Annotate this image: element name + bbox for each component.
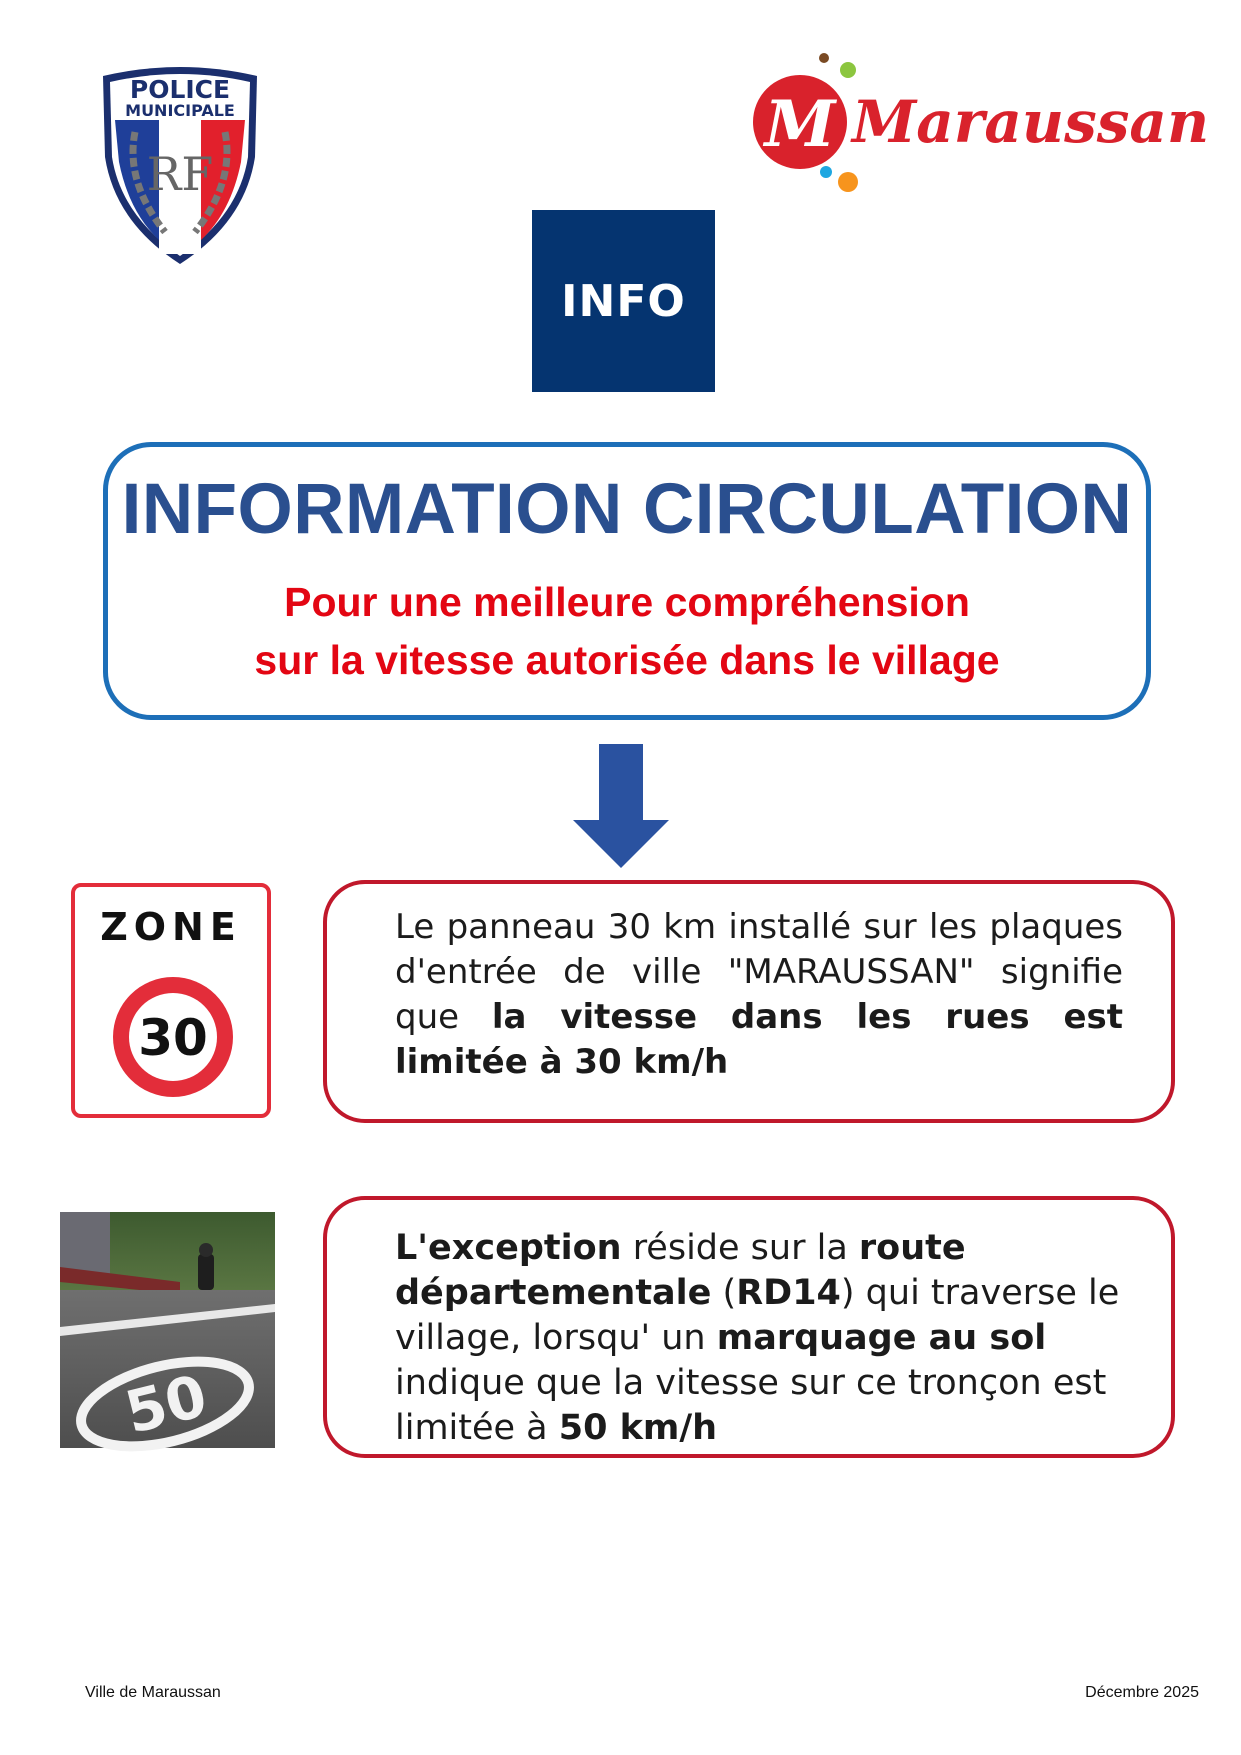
police-municipale-shield-icon — [95, 62, 265, 268]
box-2-s9: 50 km/h — [558, 1408, 718, 1448]
speed-limit-disc-icon — [111, 975, 235, 1099]
badge-line1: POLICE — [129, 75, 231, 104]
box-2-s6: ) qui traverse le village, lorsqu' un — [395, 1273, 1120, 1358]
box-2-s8: indique que la vitesse sur ce tronçon est limitée à — [395, 1363, 1107, 1448]
box-2-s5: RD14 — [736, 1273, 841, 1313]
road-marking-50-photo — [60, 1212, 275, 1448]
box-2-s2: réside sur la — [621, 1228, 859, 1268]
info-block — [532, 210, 715, 392]
road-marking-number: 50 — [118, 1361, 214, 1447]
zone-label: ZONE — [100, 905, 242, 949]
header-box — [103, 442, 1151, 720]
info-box-zone-30 — [323, 880, 1175, 1123]
box-1-regular: Le panneau 30 km installé sur les plaques d'entrée de ville "MARAUSSAN" signifie que — [395, 907, 1123, 1037]
subtitle-line-1: Pour une meilleure compréhension — [284, 579, 970, 625]
zone-speed: 30 — [138, 1009, 208, 1067]
info-label: INFO — [561, 275, 686, 327]
footer-left: Ville de Maraussan — [85, 1684, 221, 1701]
box-2-text — [395, 1226, 1135, 1451]
box-2-s1: L'exception — [395, 1228, 622, 1268]
down-arrow-icon — [573, 744, 669, 868]
footer-right: Décembre 2025 — [1085, 1684, 1199, 1701]
zone-30-sign-icon — [71, 883, 271, 1118]
town-logo-text: Maraussan — [852, 88, 1210, 156]
info-box-exception-rd14 — [323, 1196, 1175, 1458]
box-1-text — [395, 905, 1123, 1085]
box-2-s7: marquage au sol — [716, 1318, 1047, 1358]
box-2-s4: ( — [711, 1273, 737, 1313]
maraussan-logo-icon — [752, 50, 1210, 200]
svg-text:M: M — [764, 87, 836, 162]
subtitle-line-2: sur la vitesse autorisée dans le village — [254, 637, 1000, 683]
page-title: INFORMATION CIRCULATION — [121, 470, 1133, 549]
badge-monogram: RF — [146, 147, 214, 201]
badge-line2: MUNICIPALE — [125, 101, 235, 120]
box-2-s3: route départementale — [395, 1228, 966, 1313]
box-1-bold: la vitesse dans les rues est limitée à 30 km/h — [395, 997, 1123, 1082]
